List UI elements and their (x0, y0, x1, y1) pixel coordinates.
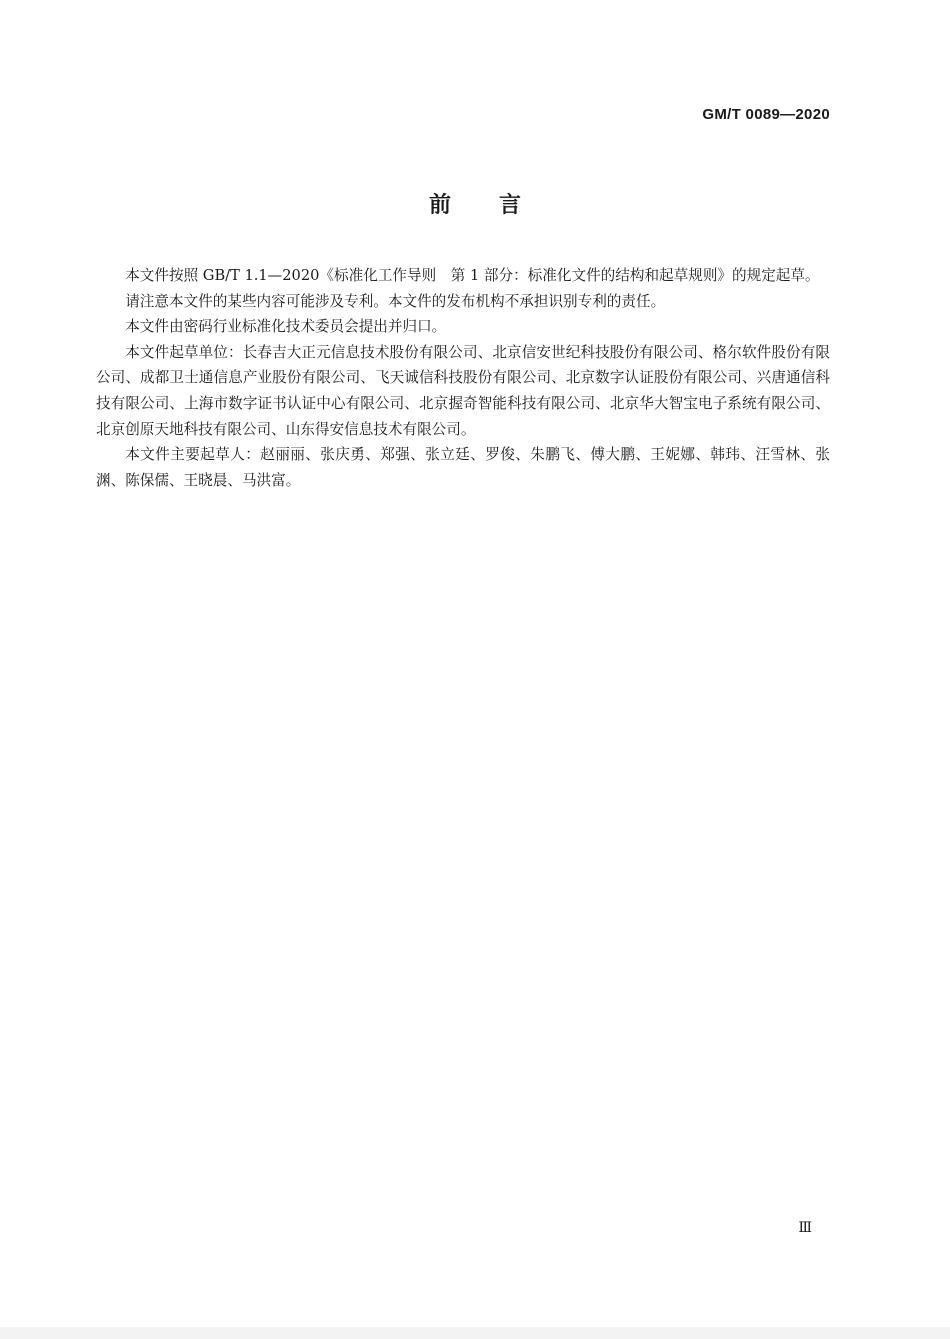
page-number: Ⅲ (798, 1220, 812, 1236)
paragraph-patent-notice: 请注意本文件的某些内容可能涉及专利。本文件的发布机构不承担识别专利的责任。 (125, 292, 666, 310)
paragraph-proposer: 本文件由密码行业标准化技术委员会提出并归口。 (125, 318, 447, 336)
document-code: GM/T 0089—2020 (702, 106, 830, 123)
foreword-body (96, 263, 830, 493)
paragraph-drafting-rules: 本文件按照 GB/T 1.1—2020《标准化工作导则 第 1 部分：标准化文件的结构和起草规则》的规定起草。 (125, 267, 820, 284)
paragraph-main-drafters: 本文件主要起草人：赵丽丽、张庆勇、郑强、张立廷、罗俊、朱鹏飞、傅大鹏、王妮娜、韩玮、汪雪林、张渊、陈保儒、王晓晨、马洪富。 (96, 446, 830, 489)
scan-bottom-edge (0, 1327, 950, 1339)
paragraph-drafting-organizations: 本文件起草单位：长春吉大正元信息技术股份有限公司、北京信安世纪科技股份有限公司、格尔软件股份有限公司、成都卫士通信息产业股份有限公司、飞天诚信科技股份有限公司、北京数字认证股份有限公司、兴唐通信科技有限公司、上海市数字证书认证中心有限公司、北京握奇智能科技有限公司、北京华大智宝电子系统有限公司、北京创原天地科技有限公司、山东得安信息技术有限公司。 (96, 343, 830, 438)
section-title: 前言 (428, 193, 569, 218)
